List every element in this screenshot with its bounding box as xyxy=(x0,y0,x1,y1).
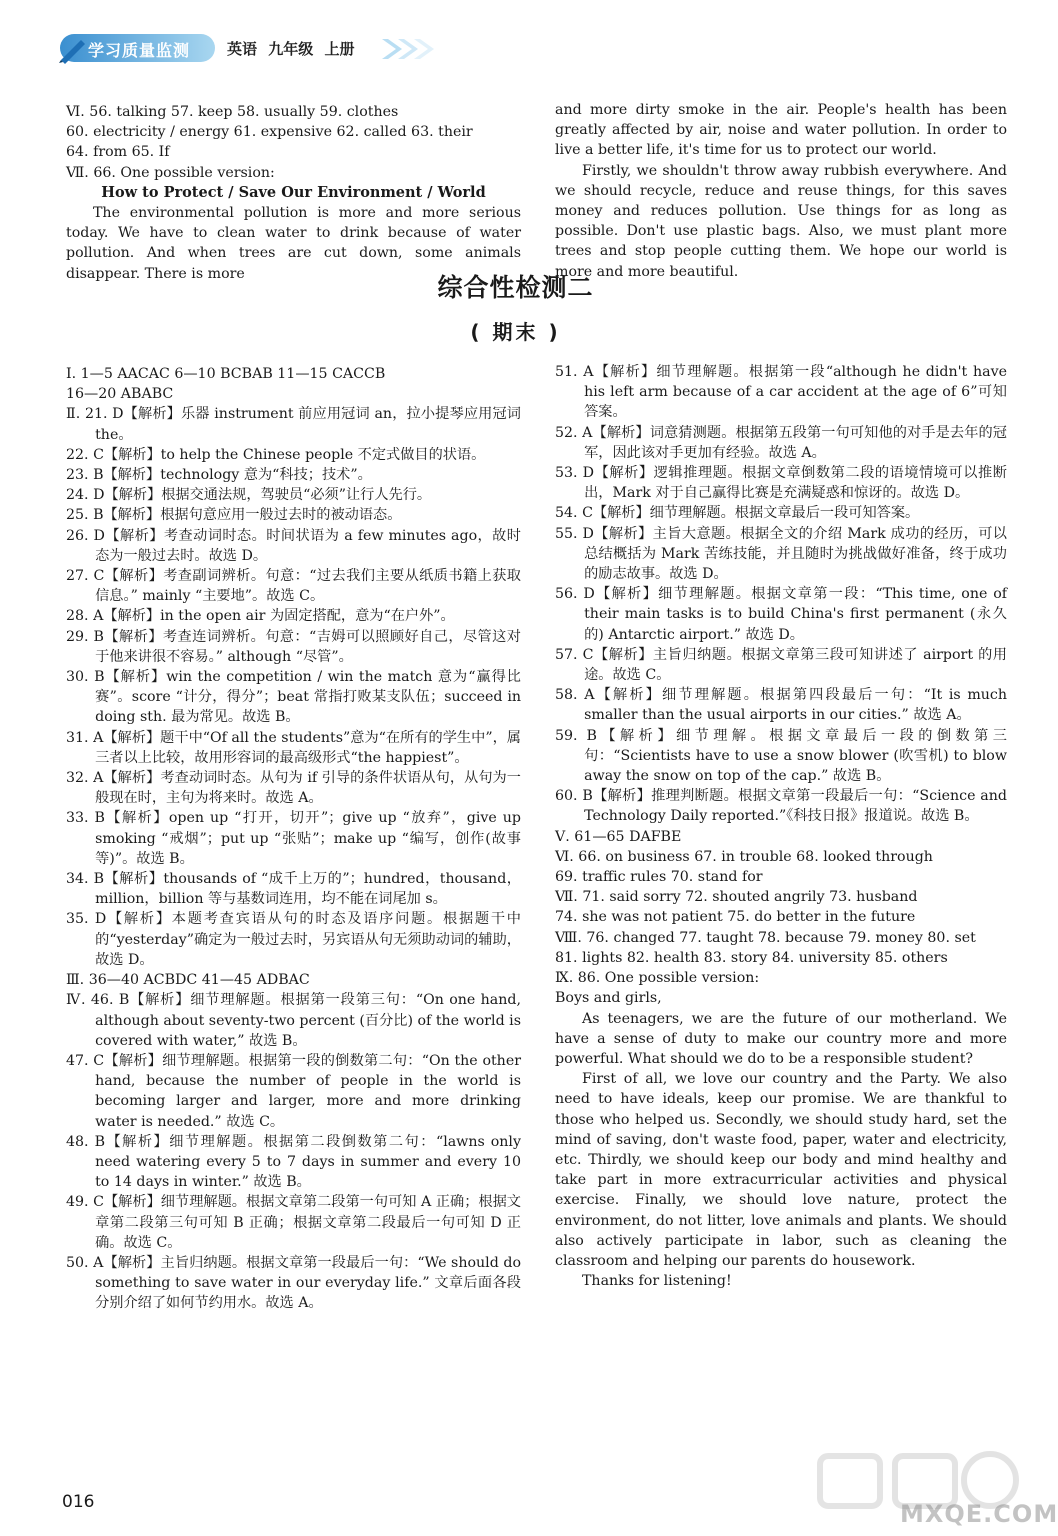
left-answer-column xyxy=(66,364,521,1314)
answer-item: 34. B【解析】thousands of “成千上万的”；hundred，thousand，million，billion 等与基数词连用，均不能在词尾加 s。 xyxy=(66,871,521,908)
answer-line: 60. electricity / energy 61. expensive 62. called 63. their xyxy=(66,124,473,141)
essay-paragraph: The environmental pollution is more and more serious today. We have to clean water to drink because of water pollution. And when trees are cut down, some animals disappear. There is more xyxy=(66,205,521,282)
answer-item: 16—20 ABABC xyxy=(66,386,174,403)
essay-closing: Thanks for listening! xyxy=(581,1273,732,1290)
answer-item: 31. A【解析】题干中“Of all the students”意为“在所有的学生中”，属三者以上比较，故用形容词的最高级形式“the happiest”。 xyxy=(66,729,521,766)
header-series: 学习质量监测 xyxy=(88,41,191,60)
answer-item: 50. A【解析】主旨归纳题。根据文章第一段最后一句：“We should do something to save water in our everyday life.” 文章后面各段分别介绍了如何节约用水。故选 A。 xyxy=(66,1254,521,1312)
essay-paragraph: First of all, we love our country and the Party. We also need to have ideals, keep our promise. We are thankful to those who helped us. Secondly, we should study hard, set the mind of saving, don't waste food, paper, water and electricity, etc. Thirdly, we should keep our body and mind healthy and take part in more extracurricular activities and physical exercise. Finally, we should love nature, protect the environment, do not litter, love animals and plants. We should also actively participate in labor, such as cleaning the classroom and helping our parents do housework. xyxy=(555,1071,1007,1269)
answer-item: 60. B【解析】推理判断题。根据文章第一段最后一句：“Science and Technology Daily reported.”《科技日报》报道说。故选 B。 xyxy=(555,788,1007,825)
answer-item: 26. D【解析】考查动词时态。时间状语为 a few minutes ago，故时态为一般过去时。故选 D。 xyxy=(66,527,521,564)
answer-item: 56. D【解析】细节理解题。根据文章第一段：“This time, one of their main tasks is to build China's first permanent (永久的) Antarctic airport.” 故选 D。 xyxy=(555,586,1007,643)
answer-item: 57. C【解析】主旨归纳题。根据文章第三段可知讲述了 airport 的用途。故选 C。 xyxy=(555,646,1007,684)
answer-item: 51. A【解析】细节理解题。根据第一段“although he didn't have his left arm because of a car accident at the age of 6”可知答案。 xyxy=(555,364,1007,421)
answer-item: 49. C【解析】细节理解题。根据文章第二段第一句可知 A 正确；根据文章第二段第三句可知 B 正确；根据文章第二段最后一句可知 D 正确。故选 C。 xyxy=(66,1194,521,1251)
answer-item: 48. B【解析】细节理解题。根据第二段倒数第二句：“lawns only need watering every 5 to 7 days in summer and every 10 to 14 days in winter.” 故选 B。 xyxy=(66,1133,521,1191)
answer-item: 22. C【解析】to help the Chinese people 不定式做目的状语。 xyxy=(66,446,486,463)
answer-item: Ⅲ. 36—40 ACBDC 41—45 ADBAC xyxy=(66,972,310,989)
answer-item: 54. C【解析】细节理解题。根据文章最后一段可知答案。 xyxy=(555,505,920,522)
answer-item: Ⅵ. 66. on business 67. in trouble 68. looked through xyxy=(555,848,933,865)
answer-item: 25. B【解析】根据句意应用一般过去时的被动语态。 xyxy=(66,507,402,524)
watermark-text: MXQE.COM xyxy=(900,1500,1058,1528)
answer-item: Boys and girls, xyxy=(555,990,662,1007)
section-title: 综合性检测二 xyxy=(437,273,594,302)
answer-line: Ⅶ. 66. One possible version: xyxy=(66,164,275,181)
essay-paragraph: Firstly, we shouldn't throw away rubbish everywhere. And we should recycle, reduce and reuse things, for this saves money and reduces pollution. Use things for as long as possible. Don't use plastic bags. Also, we must plant more trees and stop people cutting them. We hope our world is more and more beautiful. xyxy=(555,162,1007,280)
answer-item: Ⅸ. 86. One possible version: xyxy=(555,970,760,987)
answer-item: 52. A【解析】词意猜测题。根据第五段第一句可知他的对手是去年的冠军，因此该对手更加有经验。故选 A。 xyxy=(555,424,1007,461)
right-answer-column xyxy=(555,362,1007,1291)
essay-paragraph: and more dirty smoke in the air. People's health has been greatly affected by air, noise and water pollution. In order to live a better life, it's time for us to protect our world. xyxy=(555,102,1007,159)
section-subtitle: ( 期末 ) xyxy=(470,320,561,344)
answer-item: 81. lights 82. health 83. story 84. university 85. others xyxy=(555,949,948,966)
answer-item: 27. C【解析】考查副词辨析。句意：“过去我们主要从纸质书籍上获取信息。” mainly “主要地”。故选 C。 xyxy=(66,568,521,605)
answer-item: Ⅰ. 1—5 AACAC 6—10 BCBAB 11—15 CACCB xyxy=(66,366,386,382)
answer-item: 33. B【解析】open up “打开，切开”；give up “放弃”，give up smoking “戒烟”；put up “张贴”；make up “编写，创作(故事等)”。故选 B。 xyxy=(66,810,521,867)
page-number: 016 xyxy=(62,1492,95,1512)
answer-item: Ⅷ. 76. changed 77. taught 78. because 79. money 80. set xyxy=(555,929,976,946)
answer-item: Ⅶ. 71. said sorry 72. shouted angrily 73. husband xyxy=(555,889,918,906)
answer-item: Ⅱ. 21. D【解析】乐器 instrument 前应用冠词 an，拉小提琴应用冠词 the。 xyxy=(66,406,521,443)
top-left-block xyxy=(66,102,521,284)
header-subject: 英语 九年级 上册 xyxy=(227,40,355,58)
answer-item: 58. A【解析】细节理解题。根据第四段最后一句：“It is much smaller than the usual airports in our cities.” 故选 A。 xyxy=(555,687,1007,724)
essay-paragraph: As teenagers, we are the future of our motherland. We have a sense of duty to make our country more and more powerful. What should we do to be a responsible student? xyxy=(555,1010,1007,1067)
answer-item: 23. B【解析】technology 意为“科技；技术”。 xyxy=(66,467,372,484)
page-header xyxy=(0,0,1031,80)
answer-item: 29. B【解析】考查连词辨析。句意：“吉姆可以照顾好自己，尽管这对于他来讲很不容易。” although “尽管”。 xyxy=(66,628,521,665)
chevron-decoration-icon xyxy=(380,36,450,62)
answer-item: Ⅳ. 46. B【解析】细节理解题。根据第一段第三句：“On one hand, although about seventy-two percent (百分比) of the world is covered with water,” 故选 B。 xyxy=(66,992,521,1049)
answer-item: 47. C【解析】细节理解题。根据第一段的倒数第二句：“On the other hand, because the number of people in the world is becoming larger and larger, more and more drinking water is needed.” 故选 C。 xyxy=(66,1052,521,1130)
answer-item: 28. A【解析】in the open air 为固定搭配，意为“在户外”。 xyxy=(66,608,455,625)
answer-line: Ⅵ. 56. talking 57. keep 58. usually 59. clothes xyxy=(66,104,399,120)
answer-item: 30. B【解析】win the competition / win the match 意为“赢得比赛”。score “计分，得分”；beat 常指打败某支队伍；succeed in doing sth. 最为常见。故选 B。 xyxy=(66,669,521,726)
answer-item: Ⅴ. 61—65 DAFBE xyxy=(555,828,682,845)
answer-item: 69. traffic rules 70. stand for xyxy=(555,869,763,886)
answer-item: 53. D【解析】逻辑推理题。根据文章倒数第二段的语境情境可以推断出，Mark 对于自己赢得比赛是充满疑惑和惊讶的。故选 D。 xyxy=(555,465,1007,502)
top-right-block xyxy=(555,100,1007,282)
answer-item: 24. D【解析】根据交通法规，驾驶员“必须”让行人先行。 xyxy=(66,487,432,504)
answer-item: 55. D【解析】主旨大意题。根据全文的介绍 Mark 成功的经历，可以总结概括为 Mark 苦练技能，并且随时为挑战做好准备，终于成功的励志故事。故选 D。 xyxy=(555,525,1007,583)
answer-item: 35. D【解析】本题考查宾语从句的时态及语序问题。根据题干中的“yesterday”确定为一般过去时，另宾语从句无须助动词的辅助，故选 D。 xyxy=(66,911,521,968)
answer-item: 32. A【解析】考查动词时态。从句为 if 引导的条件状语从句，从句为一般现在时，主句为将来时。故选 A。 xyxy=(66,770,521,807)
answer-line: 64. from 65. If xyxy=(66,144,170,161)
essay-title: How to Protect / Save Our Environment / World xyxy=(101,183,486,201)
answer-item: 74. she was not patient 75. do better in the future xyxy=(555,909,916,926)
pen-icon xyxy=(57,34,91,64)
answer-item: 59. B【解析】细节理解。根据文章最后一段的倒数第三句：“Scientists have to use a snow blower (吹雪机) to blow away the snow on top of the cap.” 故选 B。 xyxy=(555,727,1007,785)
